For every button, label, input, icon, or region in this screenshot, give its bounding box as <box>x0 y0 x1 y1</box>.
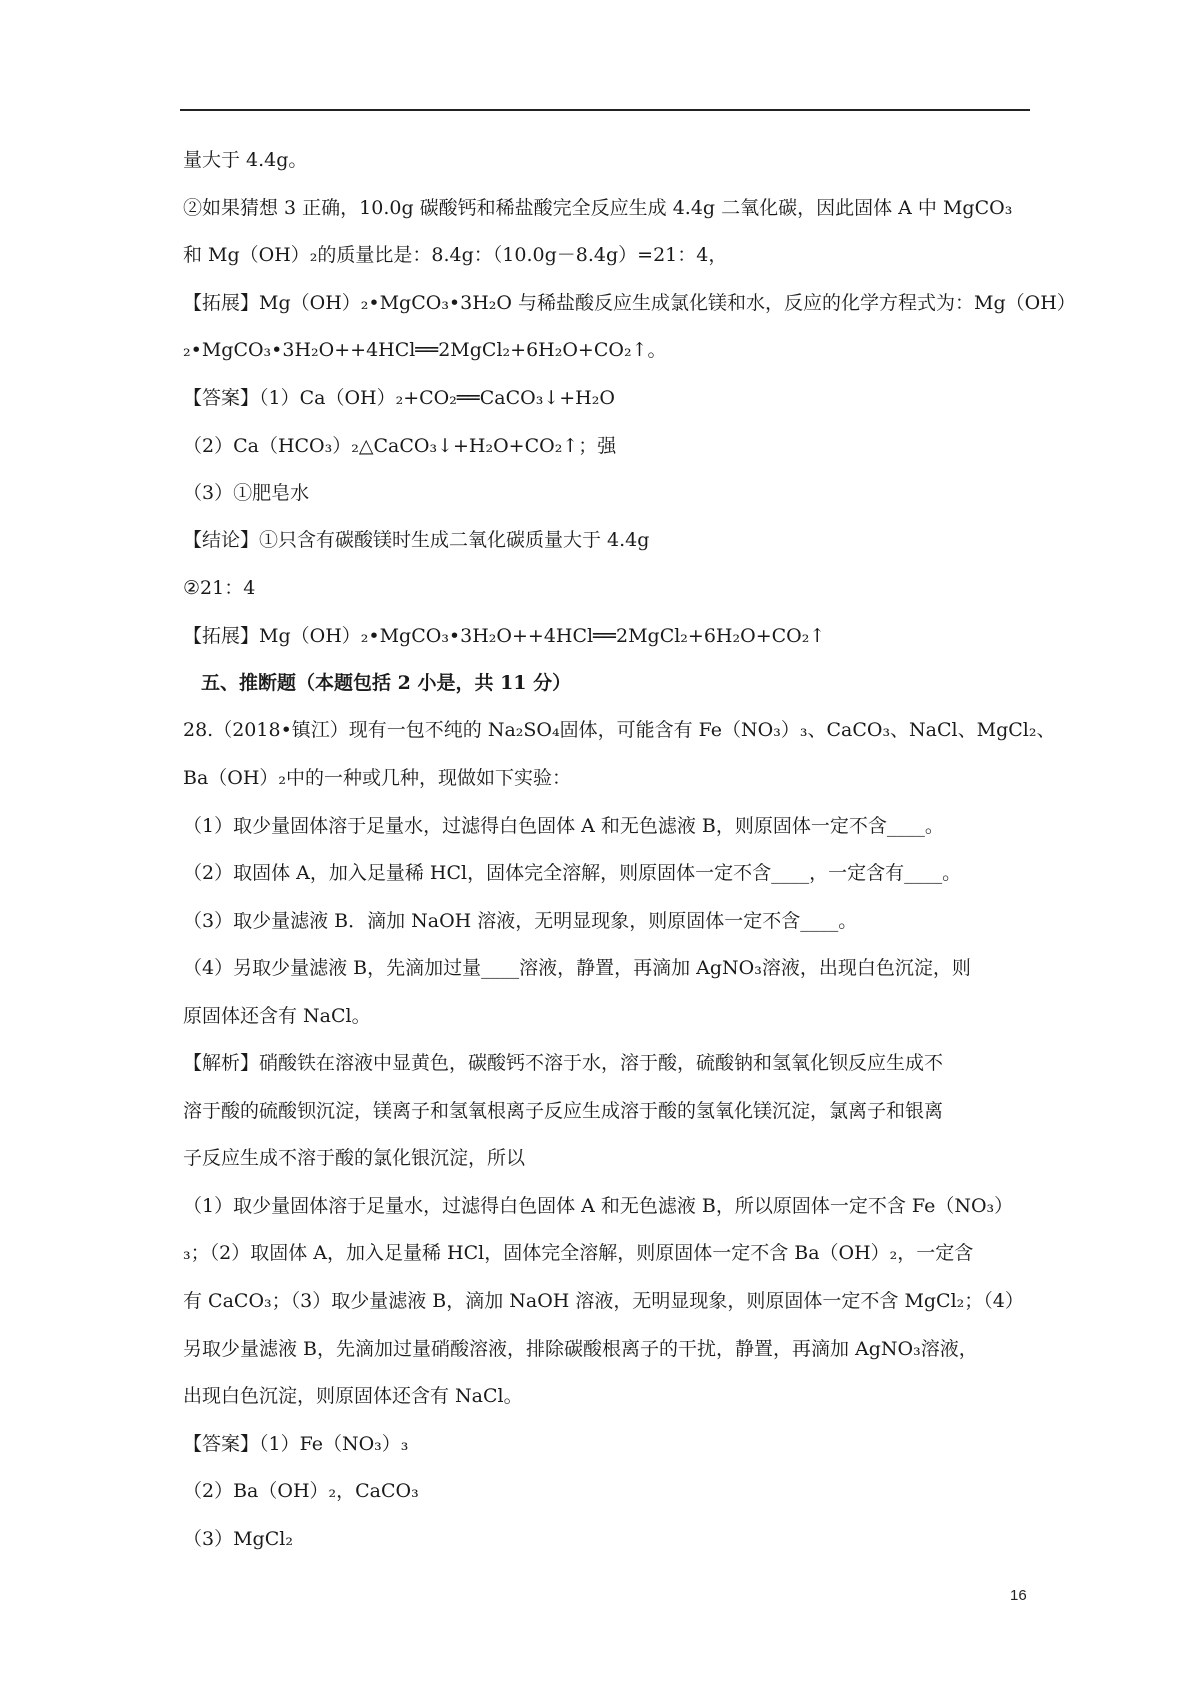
text-line: 【结论】①只含有碳酸镁时生成二氧化碳质量大于 4.4g <box>183 529 650 551</box>
text-line: （4）另取少量滤液 B，先滴加过量____溶液，静置，再滴加 AgNO₃溶液，出现白色沉淀，则 <box>183 957 971 979</box>
text-line: ₃；（2）取固体 A，加入足量稀 HCl，固体完全溶解，则原固体一定不含 Ba（OH）₂，一定含 <box>183 1242 974 1264</box>
text-line: 溶于酸的硫酸钡沉淀，镁离子和氢氧根离子反应生成溶于酸的氢氧化镁沉淀，氯离子和银离 <box>183 1100 944 1122</box>
text-line: ②如果猜想 3 正确，10.0g 碳酸钙和稀盐酸完全反应生成 4.4g 二氧化碳，因此固体 A 中 MgCO₃ <box>183 197 1013 219</box>
section-heading: 五、推断题（本题包括 2 小是，共 11 分） <box>201 672 572 694</box>
text-line: （2）Ba（OH）₂，CaCO₃ <box>183 1480 419 1502</box>
text-line: （3）MgCl₂ <box>183 1528 293 1550</box>
header-rule <box>180 109 1030 111</box>
text-line: 【拓展】Mg（OH）₂•MgCO₃•3H₂O++4HCl══2MgCl₂+6H₂O+CO₂↑ <box>183 625 826 647</box>
text-line: （3）①肥皂水 <box>183 482 310 504</box>
text-line: 【解析】硝酸铁在溶液中显黄色，碳酸钙不溶于水，溶于酸，硫酸钠和氢氧化钡反应生成不 <box>183 1052 944 1074</box>
text-line: 子反应生成不溶于酸的氯化银沉淀，所以 <box>183 1147 526 1169</box>
text-line: ②21：4 <box>183 577 256 599</box>
page-number: 16 <box>1010 1587 1027 1604</box>
text-line: 【答案】（1）Fe（NO₃）₃ <box>183 1433 409 1455</box>
text-line: （3）取少量滤液 B．滴加 NaOH 溶液，无明显现象，则原固体一定不含____。 <box>183 910 858 932</box>
text-line: （2）取固体 A，加入足量稀 HCl，固体完全溶解，则原固体一定不含____，一定含有____。 <box>183 862 962 884</box>
text-line: Ba（OH）₂中的一种或几种，现做如下实验： <box>183 767 572 789</box>
text-line: 另取少量滤液 B，先滴加过量硝酸溶液，排除碳酸根离子的干扰，静置，再滴加 AgNO₃溶液， <box>183 1338 978 1360</box>
text-line: 有 CaCO₃；（3）取少量滤液 B，滴加 NaOH 溶液，无明显现象，则原固体一定不含 MgCl₂；（4） <box>183 1290 1024 1312</box>
text-line: 【答案】（1）Ca（OH）₂+CO₂══CaCO₃↓+H₂O <box>183 387 615 409</box>
text-line: 28.（2018•镇江）现有一包不纯的 Na₂SO₄固体，可能含有 Fe（NO₃）₃、CaCO₃、NaCl、MgCl₂、 <box>183 719 1056 741</box>
text-line: （1）取少量固体溶于足量水，过滤得白色固体 A 和无色滤液 B，所以原固体一定不含 Fe（NO₃） <box>183 1195 1014 1217</box>
text-line: 原固体还含有 NaCl。 <box>183 1005 371 1027</box>
text-line: ₂•MgCO₃•3H₂O++4HCl══2MgCl₂+6H₂O+CO₂↑。 <box>183 339 667 361</box>
text-line: （1）取少量固体溶于足量水，过滤得白色固体 A 和无色滤液 B，则原固体一定不含____。 <box>183 815 944 837</box>
text-line: （2）Ca（HCO₃）₂△CaCO₃↓+H₂O+CO₂↑；强 <box>183 435 617 457</box>
text-line: 量大于 4.4g。 <box>183 149 308 171</box>
text-line: 出现白色沉淀，则原固体还含有 NaCl。 <box>183 1385 523 1407</box>
text-line: 和 Mg（OH）₂的质量比是：8.4g：（10.0g－8.4g）=21：4， <box>183 244 728 266</box>
text-line: 【拓展】Mg（OH）₂•MgCO₃•3H₂O 与稀盐酸反应生成氯化镁和水，反应的化学方程式为：Mg（OH） <box>183 292 1076 314</box>
